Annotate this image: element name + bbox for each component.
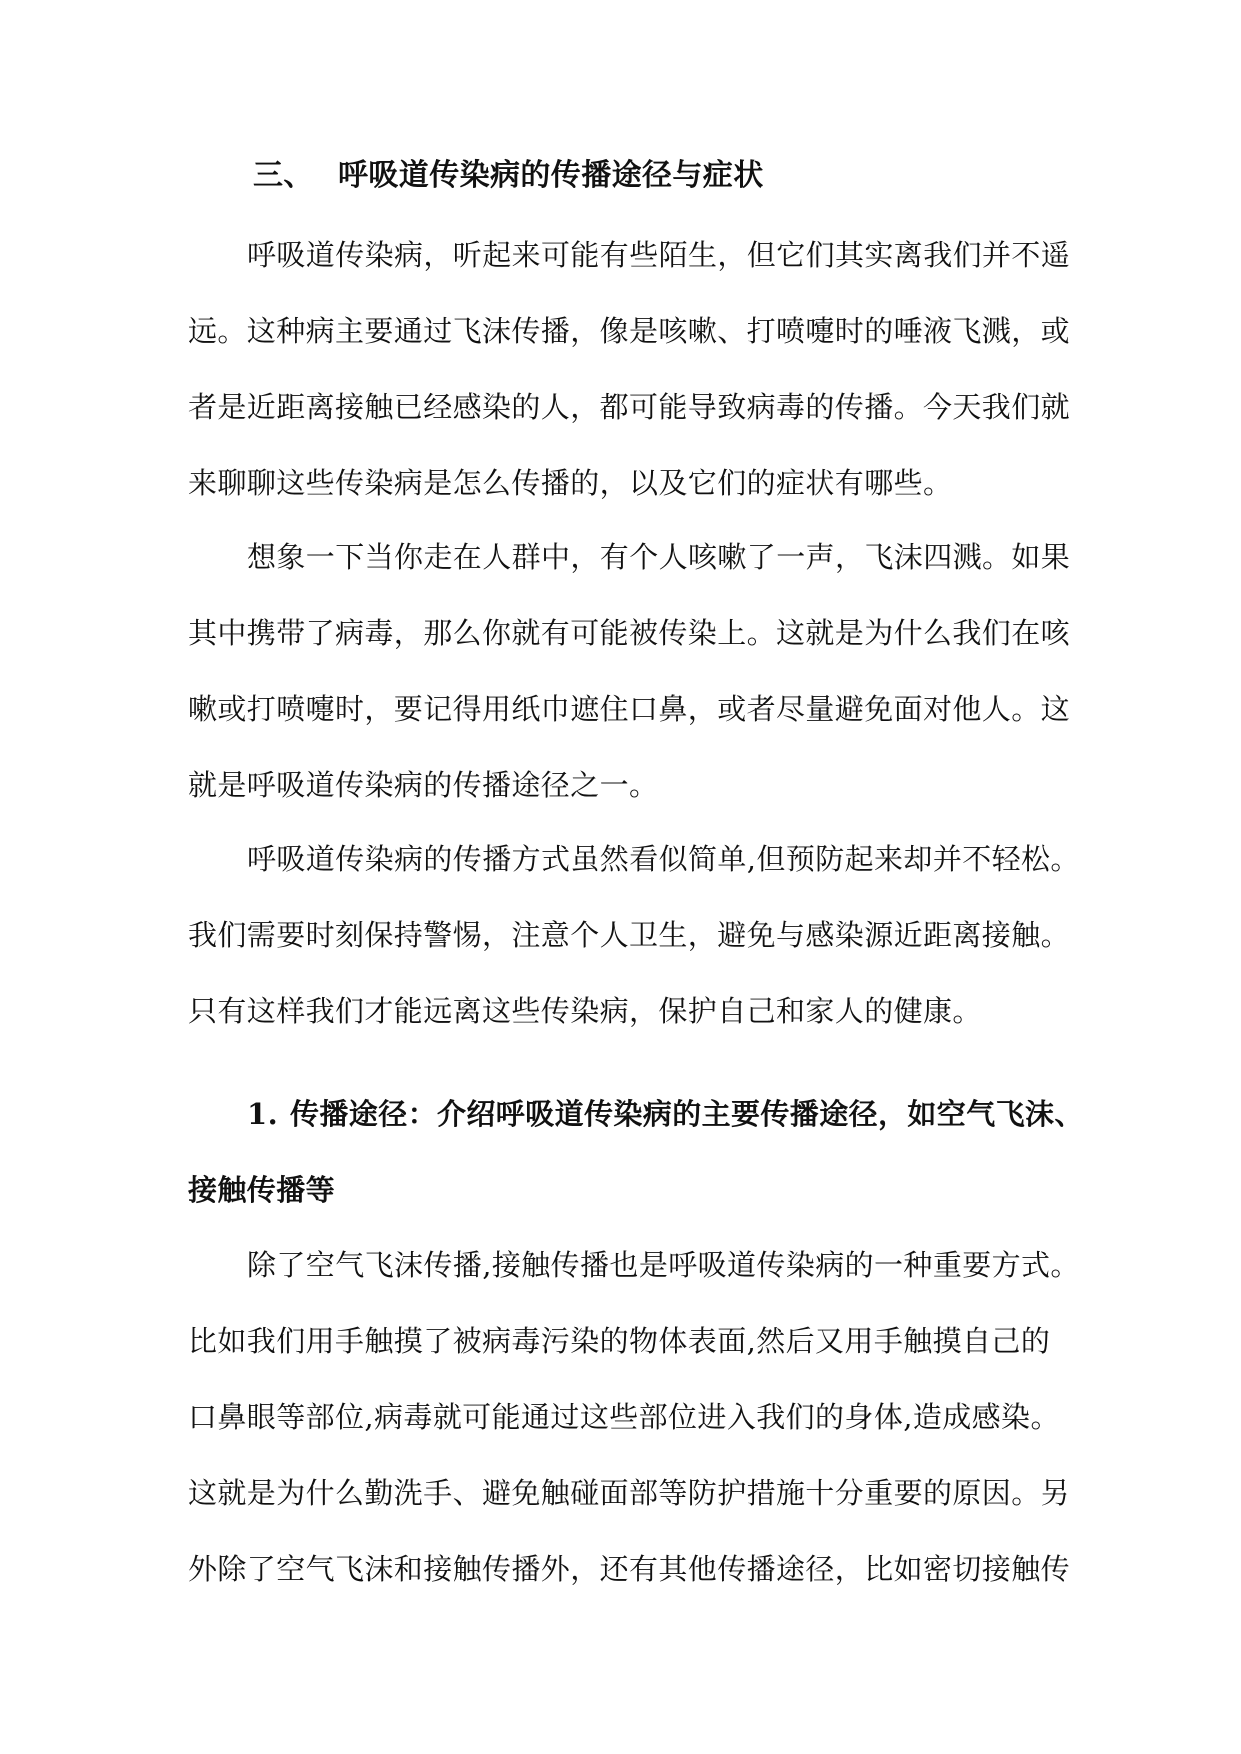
paragraph-4-line-4: 这就是为什么勤洗手、避免触碰面部等防护措施十分重要的原因。另 <box>188 1476 1071 1510</box>
paragraph-1-line-2: 远。这种病主要通过飞沫传播，像是咳嗽、打喷嚏时的唾液飞溅，或 <box>188 314 1071 348</box>
paragraph-2-line-2: 其中携带了病毒，那么你就有可能被传染上。这就是为什么我们在咳 <box>188 616 1071 650</box>
paragraph-4-line-3: 口鼻眼等部位,病毒就可能通过这些部位进入我们的身体,造成感染。 <box>188 1400 1060 1434</box>
section-heading-title: 呼吸道传染病的传播途径与症状 <box>338 158 764 193</box>
paragraph-1-line-4: 来聊聊这些传染病是怎么传播的，以及它们的症状有哪些。 <box>188 466 953 500</box>
paragraph-1-line-1: 呼吸道传染病，听起来可能有些陌生，但它们其实离我们并不遥 <box>247 238 1071 272</box>
subheading-line-1: 传播途径：介绍呼吸道传染病的主要传播途径，如空气飞沫、 <box>290 1097 1084 1131</box>
subheading-number: 1. <box>247 1097 279 1131</box>
paragraph-3-line-1: 呼吸道传染病的传播方式虽然看似简单,但预防起来却并不轻松。 <box>247 842 1080 876</box>
paragraph-2-line-3: 嗽或打喷嚏时，要记得用纸巾遮住口鼻，或者尽量避免面对他人。这 <box>188 692 1071 726</box>
paragraph-3-line-2: 我们需要时刻保持警惕，注意个人卫生，避免与感染源近距离接触。 <box>188 918 1071 952</box>
paragraph-1-line-3: 者是近距离接触已经感染的人，都可能导致病毒的传播。今天我们就 <box>188 390 1071 424</box>
paragraph-4-line-5: 外除了空气飞沫和接触传播外，还有其他传播途径，比如密切接触传 <box>188 1552 1071 1586</box>
paragraph-2-line-1: 想象一下当你走在人群中，有个人咳嗽了一声，飞沫四溅。如果 <box>247 540 1071 574</box>
subheading-line-2: 接触传播等 <box>188 1173 336 1207</box>
paragraph-3-line-3: 只有这样我们才能远离这些传染病，保护自己和家人的健康。 <box>188 994 982 1028</box>
paragraph-2-line-4: 就是呼吸道传染病的传播途径之一。 <box>188 768 659 802</box>
paragraph-4-line-2: 比如我们用手触摸了被病毒污染的物体表面,然后又用手触摸自己的 <box>188 1324 1051 1358</box>
section-heading-number: 三、 <box>253 158 314 193</box>
paragraph-4-line-1: 除了空气飞沫传播,接触传播也是呼吸道传染病的一种重要方式。 <box>247 1248 1080 1282</box>
